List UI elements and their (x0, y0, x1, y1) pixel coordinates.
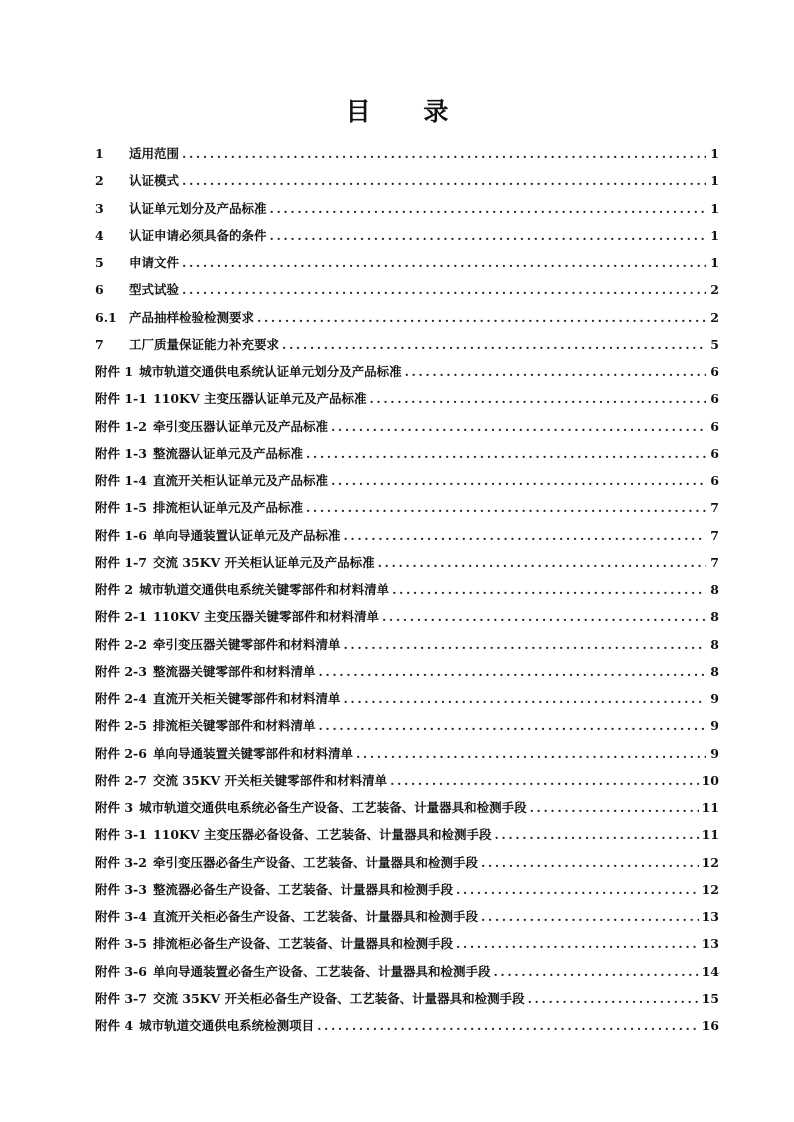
toc-entry-page: 13 (701, 909, 719, 924)
toc-entry-number: 附件 3-1 (95, 827, 147, 843)
toc-entry[interactable] (95, 906, 719, 933)
toc-entry-number: 5 (95, 255, 104, 270)
toc-entry-title: 交流 35KV 开关柜必备生产设备、工艺装备、计量器具和检测手段 (152, 990, 525, 1006)
toc-entry[interactable] (95, 1015, 719, 1042)
toc-entry[interactable] (95, 497, 719, 524)
toc-entry[interactable] (95, 879, 719, 906)
toc-entry[interactable] (95, 606, 719, 633)
toc-entry-title: 产品抽样检验检测要求 (129, 309, 255, 325)
toc-entry-title: 认证单元划分及产品标准 (129, 200, 267, 216)
toc-entry-number: 附件 3-6 (95, 963, 147, 979)
page-title: 目 录 (345, 97, 471, 126)
toc-entry-page: 6 (710, 445, 719, 461)
toc-leader-dots (530, 797, 699, 819)
toc-entry-title: 认证模式 (129, 173, 180, 189)
toc-leader-dots (481, 906, 699, 928)
toc-entry-title: 排流柜认证单元及产品标准 (152, 500, 303, 516)
toc-entry[interactable] (95, 388, 719, 415)
toc-entry-number: 附件 1-1 (95, 391, 147, 407)
toc-entry[interactable] (95, 225, 719, 252)
toc-entry[interactable] (95, 579, 719, 606)
toc-entry-number: 附件 1 (95, 364, 134, 379)
toc-entry-page: 13 (701, 936, 719, 952)
toc-entry-number: 附件 2-2 (95, 636, 147, 652)
toc-entry[interactable] (95, 688, 719, 715)
toc-entry-title: 单向导通装置关键零部件和材料清单 (152, 745, 353, 761)
toc-entry-number: 附件 3-7 (95, 990, 147, 1006)
toc-entry-page: 7 (710, 554, 719, 570)
toc-entry-title: 直流开关柜关键零部件和材料清单 (152, 691, 341, 706)
toc-entry-page: 8 (710, 663, 719, 679)
toc-entry-page: 1 (710, 227, 719, 243)
toc-entry-title: 110KV 主变压器必备设备、工艺装备、计量器具和检测手段 (152, 827, 492, 843)
toc-leader-dots (182, 170, 706, 192)
toc-entry-title: 单向导通装置必备生产设备、工艺装备、计量器具和检测手段 (152, 963, 491, 979)
toc-entry-number: 附件 1-3 (95, 445, 147, 461)
toc-entry-number: 附件 1-6 (95, 527, 147, 543)
toc-leader-dots (343, 634, 706, 656)
toc-entry[interactable] (95, 443, 719, 470)
toc-leader-dots (392, 579, 706, 601)
toc-entry-page: 10 (701, 772, 719, 788)
toc-entry-number: 3 (95, 200, 104, 216)
toc-leader-dots (270, 198, 706, 220)
toc-entry-number: 7 (95, 336, 104, 352)
toc-entry-number: 附件 3 (95, 800, 134, 815)
toc-entry-page: 15 (701, 990, 719, 1006)
toc-entry-page: 1 (710, 255, 719, 270)
toc-entry-title: 直流开关柜必备生产设备、工艺装备、计量器具和检测手段 (152, 909, 478, 924)
toc-entry-number: 附件 2-6 (95, 745, 147, 761)
toc-entry-title: 排流柜关键零部件和材料清单 (152, 718, 316, 734)
toc-entry[interactable] (95, 715, 719, 742)
toc-entry-number: 附件 2 (95, 582, 134, 597)
toc-entry-number: 6 (95, 282, 104, 298)
toc-leader-dots (378, 552, 706, 574)
toc-entry[interactable] (95, 661, 719, 688)
toc-entry-title: 牵引变压器必备生产设备、工艺装备、计量器具和检测手段 (152, 854, 478, 870)
toc-leader-dots (405, 361, 706, 383)
toc-entry-title: 认证申请必须具备的条件 (129, 227, 267, 243)
toc-entry-title: 城市轨道交通供电系统关键零部件和材料清单 (139, 582, 390, 597)
toc-entry-title: 城市轨道交通供电系统检测项目 (139, 1018, 315, 1033)
toc-entry-number: 附件 2-3 (95, 663, 147, 679)
toc-leader-dots (356, 743, 706, 765)
toc-entry-page: 11 (701, 800, 719, 815)
toc-entry[interactable] (95, 252, 719, 279)
toc-entry-title: 牵引变压器关键零部件和材料清单 (152, 636, 341, 652)
toc-entry-title: 单向导通装置认证单元及产品标准 (152, 527, 341, 543)
toc-entry-page: 6 (710, 391, 719, 407)
toc-leader-dots (182, 252, 706, 274)
toc-entry-number: 附件 1-7 (95, 554, 147, 570)
toc-entry[interactable] (95, 307, 719, 334)
toc-entry-page: 5 (710, 336, 719, 352)
toc-entry-number: 附件 1-4 (95, 473, 147, 488)
toc-entry-number: 附件 2-5 (95, 718, 147, 734)
toc-entry-title: 交流 35KV 开关柜认证单元及产品标准 (152, 554, 375, 570)
toc-entry-number: 附件 3-5 (95, 936, 147, 952)
toc-entry-page: 1 (710, 200, 719, 216)
toc-entry-page: 7 (710, 527, 719, 543)
toc-entry[interactable] (95, 988, 719, 1015)
toc-leader-dots (306, 497, 706, 519)
toc-leader-dots (331, 470, 706, 492)
toc-entry-title: 申请文件 (129, 255, 180, 270)
toc-entry[interactable] (95, 279, 719, 306)
toc-entry-number: 附件 4 (95, 1018, 134, 1033)
toc-leader-dots (456, 933, 699, 955)
toc-entry-title: 城市轨道交通供电系统认证单元划分及产品标准 (139, 364, 402, 379)
toc-entry-title: 交流 35KV 开关柜关键零部件和材料清单 (152, 772, 388, 788)
toc-leader-dots (493, 961, 698, 983)
toc-leader-dots (369, 388, 706, 410)
toc-entry-page: 1 (710, 146, 719, 161)
toc-leader-dots (481, 852, 699, 874)
toc-leader-dots (528, 988, 699, 1010)
toc-entry-title: 排流柜必备生产设备、工艺装备、计量器具和检测手段 (152, 936, 453, 952)
toc-entry[interactable] (95, 634, 719, 661)
toc-entry-number: 1 (95, 146, 104, 161)
toc-leader-dots (182, 143, 706, 165)
toc-entry-page: 2 (710, 309, 719, 325)
toc-leader-dots (343, 688, 706, 710)
toc-entry-number: 4 (95, 227, 104, 243)
toc-leader-dots (282, 334, 706, 356)
toc-entry-number: 附件 3-2 (95, 854, 147, 870)
toc-entry-number: 附件 2-1 (95, 609, 147, 625)
toc-entry-page: 8 (710, 636, 719, 652)
toc-leader-dots (306, 443, 706, 465)
toc-entry-number: 附件 3-3 (95, 881, 147, 897)
toc-entry[interactable] (95, 770, 719, 797)
toc-entry-number: 附件 2-4 (95, 691, 147, 706)
toc-entry-page: 2 (710, 282, 719, 298)
toc-leader-dots (494, 824, 698, 846)
toc-leader-dots (257, 307, 706, 329)
toc-entry-title: 直流开关柜认证单元及产品标准 (152, 473, 328, 488)
toc-entry-page: 8 (710, 582, 719, 597)
toc-leader-dots (390, 770, 698, 792)
toc-entry-page: 11 (701, 827, 719, 843)
toc-entry[interactable] (95, 852, 719, 879)
toc-leader-dots (382, 606, 706, 628)
toc-entry-page: 8 (710, 609, 719, 625)
toc-leader-dots (331, 416, 706, 438)
toc-entry-number: 2 (95, 173, 104, 189)
toc-entry-page: 9 (710, 691, 719, 706)
toc-entry-title: 牵引变压器认证单元及产品标准 (152, 418, 328, 434)
toc-leader-dots (317, 1015, 699, 1037)
toc-entry-page: 12 (701, 881, 719, 897)
toc-entry[interactable] (95, 334, 719, 361)
toc-entry-page: 6 (710, 418, 719, 434)
toc-entry[interactable] (95, 143, 719, 170)
toc-entry-number: 附件 1-5 (95, 500, 147, 516)
toc-entry-title: 型式试验 (129, 282, 180, 298)
toc-entry-page: 7 (710, 500, 719, 516)
toc-leader-dots (343, 525, 706, 547)
toc-leader-dots (182, 279, 706, 301)
toc-entry-number: 附件 1-2 (95, 418, 147, 434)
toc-entry-page: 9 (710, 745, 719, 761)
toc-entry-title: 整流器认证单元及产品标准 (152, 445, 303, 461)
toc-entry-title: 工厂质量保证能力补充要求 (129, 336, 280, 352)
toc-entry-title: 适用范围 (129, 146, 180, 161)
toc-entry-title: 整流器必备生产设备、工艺装备、计量器具和检测手段 (152, 881, 453, 897)
toc-entry-number: 附件 3-4 (95, 909, 147, 924)
toc-entry-page: 9 (710, 718, 719, 734)
toc-entry[interactable] (95, 824, 719, 851)
toc-leader-dots (456, 879, 699, 901)
toc-entry-page: 14 (701, 963, 719, 979)
toc-entry-title: 城市轨道交通供电系统必备生产设备、工艺装备、计量器具和检测手段 (139, 800, 527, 815)
toc-entry[interactable] (95, 552, 719, 579)
toc-entry[interactable] (95, 933, 719, 960)
toc-entry-number: 附件 2-7 (95, 772, 147, 788)
toc-entry-page: 6 (710, 364, 719, 379)
toc-entry[interactable] (95, 361, 719, 388)
toc-entry-page: 6 (710, 473, 719, 488)
toc-leader-dots (318, 715, 706, 737)
toc-entry-title: 110KV 主变压器关键零部件和材料清单 (152, 609, 379, 625)
toc-entry-page: 16 (701, 1018, 719, 1033)
toc-entry-page: 12 (701, 854, 719, 870)
toc-entry[interactable] (95, 470, 719, 497)
toc-leader-dots (318, 661, 706, 683)
toc-entry[interactable] (95, 525, 719, 552)
toc-entry[interactable] (95, 416, 719, 443)
toc-entry[interactable] (95, 961, 719, 988)
toc-leader-dots (270, 225, 706, 247)
toc-entry-title: 整流器关键零部件和材料清单 (152, 663, 316, 679)
toc-entry[interactable] (95, 743, 719, 770)
toc-entry[interactable] (95, 170, 719, 197)
toc-entry-title: 110KV 主变压器认证单元及产品标准 (152, 391, 367, 407)
table-of-contents (95, 143, 719, 1042)
toc-entry-number: 6.1 (95, 309, 117, 325)
toc-entry[interactable] (95, 797, 719, 824)
toc-entry[interactable] (95, 198, 719, 225)
toc-entry-page: 1 (710, 173, 719, 189)
